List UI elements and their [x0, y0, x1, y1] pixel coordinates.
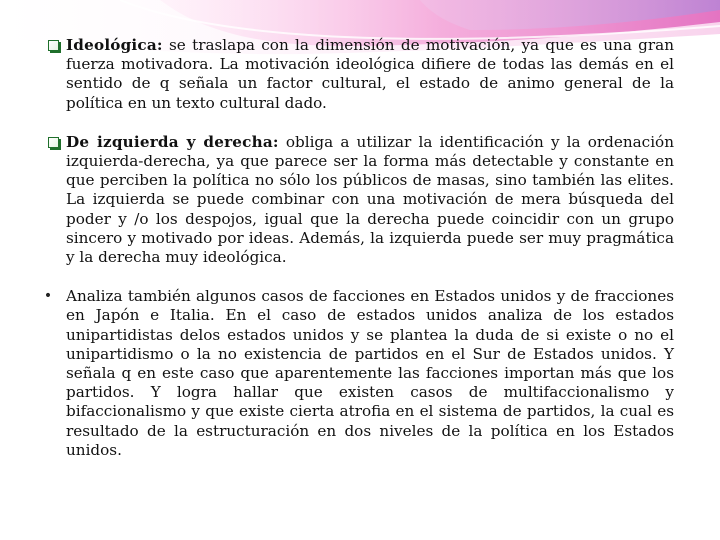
term-izquierda-derecha: De izquierda y derecha:	[66, 132, 279, 151]
list-item-analiza	[40, 287, 674, 460]
term-ideologica: Ideológica:	[66, 36, 163, 54]
square-checkbox-icon	[48, 137, 59, 148]
dot-icon: •	[43, 288, 53, 305]
square-checkbox-icon	[48, 40, 59, 51]
list-item-izquierda-derecha	[40, 133, 674, 267]
slide-content	[40, 36, 674, 460]
text-analiza: Analiza también algunos casos de facciones en Estados unidos y de fracciones en Japón e Italia. En el caso de estados unidos analiza de los estados unipartidistas delos estados unidos y se plantea la duda de si existe o no el unipartidismo o la no existencia de partidos en el Sur de Estados unidos. Y señala q en este caso que aparentemente las facciones importan más que los partidos. Y logra hallar que existen casos de multifaccionalismo y bifaccionalismo y que existe cierta atrofia en el sistema de partidos, la cual es resultado de la estructuración en dos niveles de la política en los Estados unidos.	[66, 287, 674, 459]
text-izquierda-derecha: obliga a utilizar la identificación y la ordenación izquierda-derecha, ya que parece ser la forma más detectable y constante en que perciben la política no sólo los públicos de masas, sino también las elites. La izquierda se puede combinar con una motivación de mera búsqueda del poder y /o los despojos, igual que la derecha puede coincidir con un grupo sincero y motivado por ideas. Además, la izquierda puede ser muy pragmática y la derecha muy ideológica.	[66, 132, 674, 267]
text-ideologica: se traslapa con la dimensión de motivación, ya que es una gran fuerza motivadora. La motivación ideológica difiere de todas las demás en el sentido de q señala un factor cultural, el estado de animo general de la política en un texto cultural dado.	[66, 36, 674, 112]
list-item-ideologica	[40, 36, 674, 113]
